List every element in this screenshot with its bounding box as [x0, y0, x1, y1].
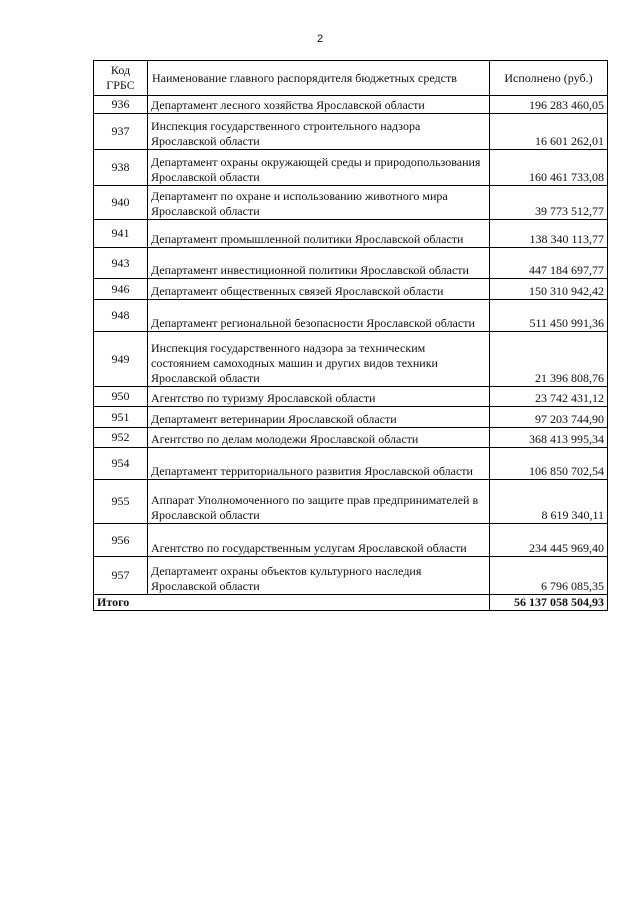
row-code: 937 [94, 114, 148, 150]
row-name: Департамент территориального развития Ярославской области [148, 448, 490, 480]
row-amount: 6 796 085,35 [490, 557, 608, 595]
row-code: 955 [94, 480, 148, 524]
row-amount: 160 461 733,08 [490, 150, 608, 186]
row-name: Департамент охраны окружающей среды и природопользования Ярославской области [148, 150, 490, 186]
table-header-row [94, 61, 608, 96]
page-number: 2 [316, 33, 324, 45]
table-row [94, 220, 608, 248]
row-code: 941 [94, 220, 148, 248]
row-code: 950 [94, 387, 148, 407]
row-amount: 196 283 460,05 [490, 96, 608, 114]
table-row [94, 248, 608, 279]
row-name: Инспекция государственного надзора за техническим состоянием самоходных машин и других видов техники Ярославской области [148, 332, 490, 387]
row-name: Департамент охраны объектов культурного наследия Ярославской области [148, 557, 490, 595]
row-amount: 16 601 262,01 [490, 114, 608, 150]
row-code: 943 [94, 248, 148, 279]
header-name: Наименование главного распорядителя бюджетных средств [148, 61, 490, 96]
row-name: Департамент общественных связей Ярославской области [148, 279, 490, 300]
table-row [94, 428, 608, 448]
row-amount: 97 203 744,90 [490, 407, 608, 428]
table-row [94, 480, 608, 524]
table-row [94, 407, 608, 428]
total-amount: 56 137 058 504,93 [490, 595, 608, 611]
total-label: Итого [94, 595, 490, 611]
row-amount: 150 310 942,42 [490, 279, 608, 300]
row-code: 956 [94, 524, 148, 557]
row-code: 946 [94, 279, 148, 300]
row-amount: 39 773 512,77 [490, 186, 608, 220]
table-row [94, 387, 608, 407]
row-amount: 138 340 113,77 [490, 220, 608, 248]
row-code: 951 [94, 407, 148, 428]
table-row [94, 300, 608, 332]
header-amount: Исполнено (руб.) [490, 61, 608, 96]
row-name: Агентство по туризму Ярославской области [148, 387, 490, 407]
table-row [94, 96, 608, 114]
row-code: 936 [94, 96, 148, 114]
row-code: 940 [94, 186, 148, 220]
row-name: Департамент лесного хозяйства Ярославской области [148, 96, 490, 114]
total-row [94, 595, 608, 611]
table-row [94, 114, 608, 150]
budget-execution-table [93, 60, 608, 611]
row-code: 938 [94, 150, 148, 186]
table-row [94, 557, 608, 595]
row-amount: 447 184 697,77 [490, 248, 608, 279]
row-name: Инспекция государственного строительного надзора Ярославской области [148, 114, 490, 150]
row-name: Департамент инвестиционной политики Ярославской области [148, 248, 490, 279]
row-amount: 8 619 340,11 [490, 480, 608, 524]
table-row [94, 448, 608, 480]
table-row [94, 524, 608, 557]
table-row [94, 150, 608, 186]
row-code: 949 [94, 332, 148, 387]
row-name: Департамент ветеринарии Ярославской области [148, 407, 490, 428]
row-code: 954 [94, 448, 148, 480]
row-amount: 368 413 995,34 [490, 428, 608, 448]
row-name: Аппарат Уполномоченного по защите прав предпринимателей в Ярославской области [148, 480, 490, 524]
row-name: Департамент промышленной политики Ярославской области [148, 220, 490, 248]
row-code: 957 [94, 557, 148, 595]
row-amount: 23 742 431,12 [490, 387, 608, 407]
row-amount: 234 445 969,40 [490, 524, 608, 557]
table-row [94, 186, 608, 220]
header-code: Код ГРБС [94, 61, 148, 96]
row-name: Департамент по охране и использованию животного мира Ярославской области [148, 186, 490, 220]
row-code: 952 [94, 428, 148, 448]
row-code: 948 [94, 300, 148, 332]
table-row [94, 332, 608, 387]
row-name: Агентство по делам молодежи Ярославской области [148, 428, 490, 448]
row-name: Агентство по государственным услугам Ярославской области [148, 524, 490, 557]
row-amount: 21 396 808,76 [490, 332, 608, 387]
row-name: Департамент региональной безопасности Ярославской области [148, 300, 490, 332]
row-amount: 106 850 702,54 [490, 448, 608, 480]
table-row [94, 279, 608, 300]
row-amount: 511 450 991,36 [490, 300, 608, 332]
